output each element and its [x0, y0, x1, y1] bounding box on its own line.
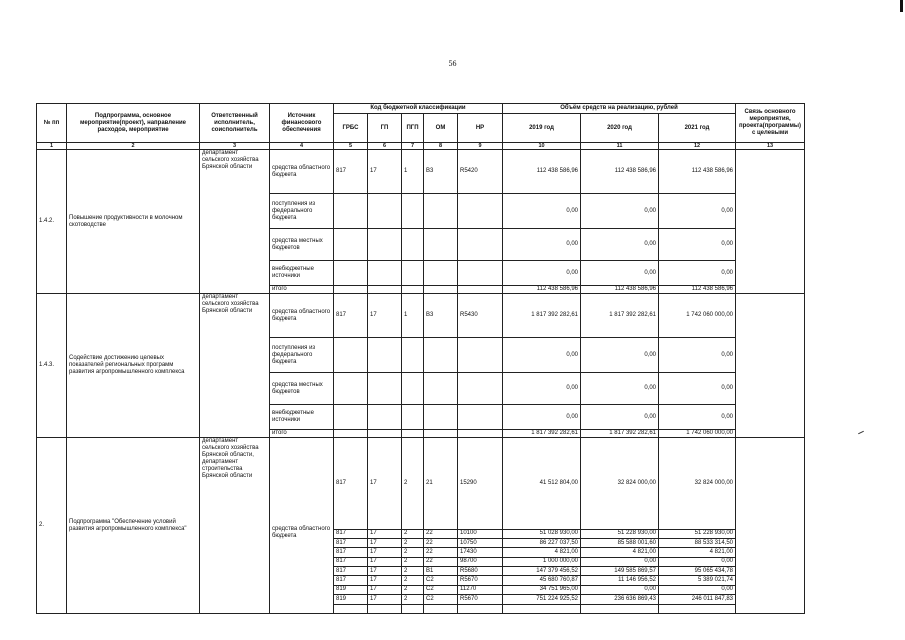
row-source: внебюджетные источники — [270, 405, 334, 430]
row-num: 1.4.3. — [37, 294, 67, 438]
cell-2020: 0,00 — [581, 405, 659, 430]
cell-2021: 0,00 — [659, 373, 736, 405]
cell-nr: 10100 — [458, 529, 503, 538]
row-source: итого — [270, 286, 334, 294]
header-grbs: ГРБС — [334, 114, 368, 143]
cell-grbs: 817 — [334, 539, 368, 548]
cell-om: В3 — [424, 294, 458, 338]
cell-gp: 17 — [368, 595, 402, 604]
cell-pgp: 2 — [402, 529, 424, 538]
col-number: 12 — [659, 143, 736, 150]
cell-pgp: 2 — [402, 548, 424, 557]
cell-2019: 1 000 000,00 — [503, 557, 581, 566]
col-number: 10 — [503, 143, 581, 150]
header-2021: 2021 год — [659, 114, 736, 143]
cell-gp: 17 — [368, 529, 402, 538]
cell-pgp: 2 — [402, 539, 424, 548]
header-pgp: ПГП — [402, 114, 424, 143]
cell-2021: 0,00 — [659, 557, 736, 566]
cell-grbs: 817 — [334, 576, 368, 585]
cell-2020: 236 636 869,43 — [581, 595, 659, 604]
cell-2020: 1 817 392 282,61 — [581, 430, 659, 438]
table-row — [37, 294, 805, 338]
cell-nr: R5420 — [458, 150, 503, 194]
cell-pgp: 2 — [402, 567, 424, 576]
table-row — [37, 438, 805, 530]
cell-2020: 0,00 — [581, 585, 659, 594]
cell-gp: 17 — [368, 150, 402, 194]
row-source: поступления из федерального бюджета — [270, 338, 334, 373]
cell-pgp: 2 — [402, 585, 424, 594]
col-number: 11 — [581, 143, 659, 150]
col-number: 2 — [67, 143, 200, 150]
cell-2020: 0,00 — [581, 338, 659, 373]
cell-2021: 246 011 847,83 — [659, 595, 736, 604]
cell-nr: R5680 — [458, 567, 503, 576]
col-number: 6 — [368, 143, 402, 150]
cell-2021: 112 438 586,96 — [659, 286, 736, 294]
header-2020: 2020 год — [581, 114, 659, 143]
cell-grbs: 817 — [334, 294, 368, 338]
cell-nr: 98700 — [458, 557, 503, 566]
cell-2019: 51 028 930,00 — [503, 529, 581, 538]
cell-nr: R5670 — [458, 576, 503, 585]
cell-2021: 0,00 — [659, 585, 736, 594]
cell-om: 22 — [424, 539, 458, 548]
cell-2019: 147 379 456,52 — [503, 567, 581, 576]
cell-2019: 34 751 965,00 — [503, 585, 581, 594]
row-source: средства местных бюджетов — [270, 373, 334, 405]
cell-2021: 0,00 — [659, 261, 736, 286]
header-amount: Объём средств на реализацию, рублей — [503, 104, 736, 114]
col-number: 7 — [402, 143, 424, 150]
cell-2019: 45 680 760,87 — [503, 576, 581, 585]
row-source: средства местных бюджетов — [270, 229, 334, 261]
cell-2020: 0,00 — [581, 373, 659, 405]
row-executor: департамент сельского хозяйства Брянской области — [200, 150, 270, 294]
cell-2019: 0,00 — [503, 405, 581, 430]
header-2019: 2019 год — [503, 114, 581, 143]
row-num: 2. — [37, 438, 67, 614]
scan-edge-mark — [900, 0, 903, 12]
cell-2020: 112 438 586,96 — [581, 150, 659, 194]
cell-2019: 86 227 037,50 — [503, 539, 581, 548]
cell-grbs: 817 — [334, 529, 368, 538]
cell-om: В3 — [424, 150, 458, 194]
cell-pgp: 2 — [402, 557, 424, 566]
cell-gp: 17 — [368, 557, 402, 566]
cell-pgp: 2 — [402, 595, 424, 604]
cell-gp: 17 — [368, 294, 402, 338]
table-row — [37, 150, 805, 194]
cell-2020: 11 146 956,52 — [581, 576, 659, 585]
cell-2019: 1 817 392 282,61 — [503, 430, 581, 438]
cell-om: 22 — [424, 548, 458, 557]
cell-nr: 10750 — [458, 539, 503, 548]
cell-gp: 17 — [368, 539, 402, 548]
cell-grbs: 817 — [334, 567, 368, 576]
row-num: 1.4.2. — [37, 150, 67, 294]
cell-gp: 17 — [368, 585, 402, 594]
cell-2019: 0,00 — [503, 338, 581, 373]
cell-om: 22 — [424, 557, 458, 566]
cell-2020: 149 585 869,57 — [581, 567, 659, 576]
col-number: 4 — [270, 143, 334, 150]
cell-pgp: 1 — [402, 150, 424, 194]
cell-2019: 0,00 — [503, 194, 581, 229]
row-source: средства областного бюджета — [270, 150, 334, 194]
cell-nr: 11270 — [458, 585, 503, 594]
cell-2020: 4 821,00 — [581, 548, 659, 557]
cell-2021: 0,00 — [659, 338, 736, 373]
cell-2019: 4 821,00 — [503, 548, 581, 557]
cell-2021: 51 228 930,00 — [659, 529, 736, 538]
cell-link — [736, 150, 805, 294]
cell-nr: 15290 — [458, 438, 503, 530]
row-source: поступления из федерального бюджета — [270, 194, 334, 229]
cell-2019: 751 224 925,52 — [503, 595, 581, 604]
row-source: итого — [270, 430, 334, 438]
header-link: Связь основного мероприятия, проекта(программы) с целевыми — [736, 104, 805, 143]
header-source: Источник финансового обеспечения — [270, 104, 334, 143]
cell-pgp: 2 — [402, 576, 424, 585]
col-number: 8 — [424, 143, 458, 150]
cell-om: С2 — [424, 595, 458, 604]
cell-om: С2 — [424, 585, 458, 594]
cell-nr: 17430 — [458, 548, 503, 557]
cell-grbs: 817 — [334, 438, 368, 530]
cell-om: 22 — [424, 529, 458, 538]
cell-2021: 0,00 — [659, 405, 736, 430]
cell-2021: 0,00 — [659, 194, 736, 229]
header-num: № пп — [37, 104, 67, 143]
header-budget-code: Код бюджетной классификации — [334, 104, 503, 114]
cell-gp: 17 — [368, 548, 402, 557]
cell-2020: 0,00 — [581, 261, 659, 286]
cell-2020: 0,00 — [581, 557, 659, 566]
row-source: средства областного бюджета — [270, 438, 334, 614]
cell-2020: 51 228 930,00 — [581, 529, 659, 538]
col-number: 3 — [200, 143, 270, 150]
cell-nr: R5430 — [458, 294, 503, 338]
header-program: Подпрограмма, основное мероприятие(проект), направление расходов, мероприятие — [67, 104, 200, 143]
cell-grbs: 819 — [334, 595, 368, 604]
cell-pgp: 1 — [402, 294, 424, 338]
cell-om: С2 — [424, 576, 458, 585]
cell-2019: 0,00 — [503, 229, 581, 261]
cell-2021: 5 389 021,74 — [659, 576, 736, 585]
cell-link — [736, 294, 805, 438]
cell-2020: 112 438 586,96 — [581, 286, 659, 294]
budget-table — [36, 103, 805, 614]
row-source: внебюджетные источники — [270, 261, 334, 286]
cell-2020: 1 817 392 282,61 — [581, 294, 659, 338]
col-number: 13 — [736, 143, 805, 150]
cell-grbs: 817 — [334, 548, 368, 557]
cell-2020: 0,00 — [581, 194, 659, 229]
cell-2019: 41 512 804,00 — [503, 438, 581, 530]
cell-2019: 0,00 — [503, 373, 581, 405]
page-number: 56 — [448, 59, 457, 68]
cell-2021: 112 438 586,96 — [659, 150, 736, 194]
cell-2020: 85 588 001,60 — [581, 539, 659, 548]
cell-grbs: 819 — [334, 585, 368, 594]
row-source: средства областного бюджета — [270, 294, 334, 338]
cell-2021: 1 742 060 000,00 — [659, 294, 736, 338]
header-om: ОМ — [424, 114, 458, 143]
cell-link — [736, 438, 805, 614]
header-gp: ГП — [368, 114, 402, 143]
cell-2021: 0,00 — [659, 229, 736, 261]
cell-2020: 32 824 000,00 — [581, 438, 659, 530]
scan-speck — [858, 431, 864, 434]
cell-om: 21 — [424, 438, 458, 530]
header-row — [37, 104, 805, 114]
cell-grbs: 817 — [334, 150, 368, 194]
row-executor: департамент сельского хозяйства Брянской области, департамент строительства Брянской области — [200, 438, 270, 614]
col-number: 5 — [334, 143, 368, 150]
col-number: 1 — [37, 143, 67, 150]
cell-nr: R5670 — [458, 595, 503, 604]
cell-pgp: 2 — [402, 438, 424, 530]
cell-2021: 95 065 434,78 — [659, 567, 736, 576]
cell-grbs: 817 — [334, 557, 368, 566]
cell-om: В1 — [424, 567, 458, 576]
cell-2021: 88 533 314,50 — [659, 539, 736, 548]
row-name: Подпрограмма "Обеспечение условий развития агропромышленного комплекса" — [67, 438, 200, 614]
cell-2020: 0,00 — [581, 229, 659, 261]
cell-gp: 17 — [368, 567, 402, 576]
cell-2019: 0,00 — [503, 261, 581, 286]
cell-gp: 17 — [368, 576, 402, 585]
row-name: Содействие достижению целевых показателей региональных программ развития агропромышленного комплекса — [67, 294, 200, 438]
cell-2021: 1 742 060 000,00 — [659, 430, 736, 438]
col-number: 9 — [458, 143, 503, 150]
cell-2019: 1 817 392 282,61 — [503, 294, 581, 338]
cell-2019: 112 438 586,96 — [503, 150, 581, 194]
row-name: Повышение продуктивности в молочном скотоводстве — [67, 150, 200, 294]
cell-gp: 17 — [368, 438, 402, 530]
header-executor: Ответственный исполнитель, соисполнитель — [200, 104, 270, 143]
row-executor: департамент сельского хозяйства Брянской области — [200, 294, 270, 438]
header-nr: НР — [458, 114, 503, 143]
cell-2019: 112 438 586,96 — [503, 286, 581, 294]
column-number-row — [37, 143, 805, 150]
cell-2021: 32 824 000,00 — [659, 438, 736, 530]
cell-2021: 4 821,00 — [659, 548, 736, 557]
